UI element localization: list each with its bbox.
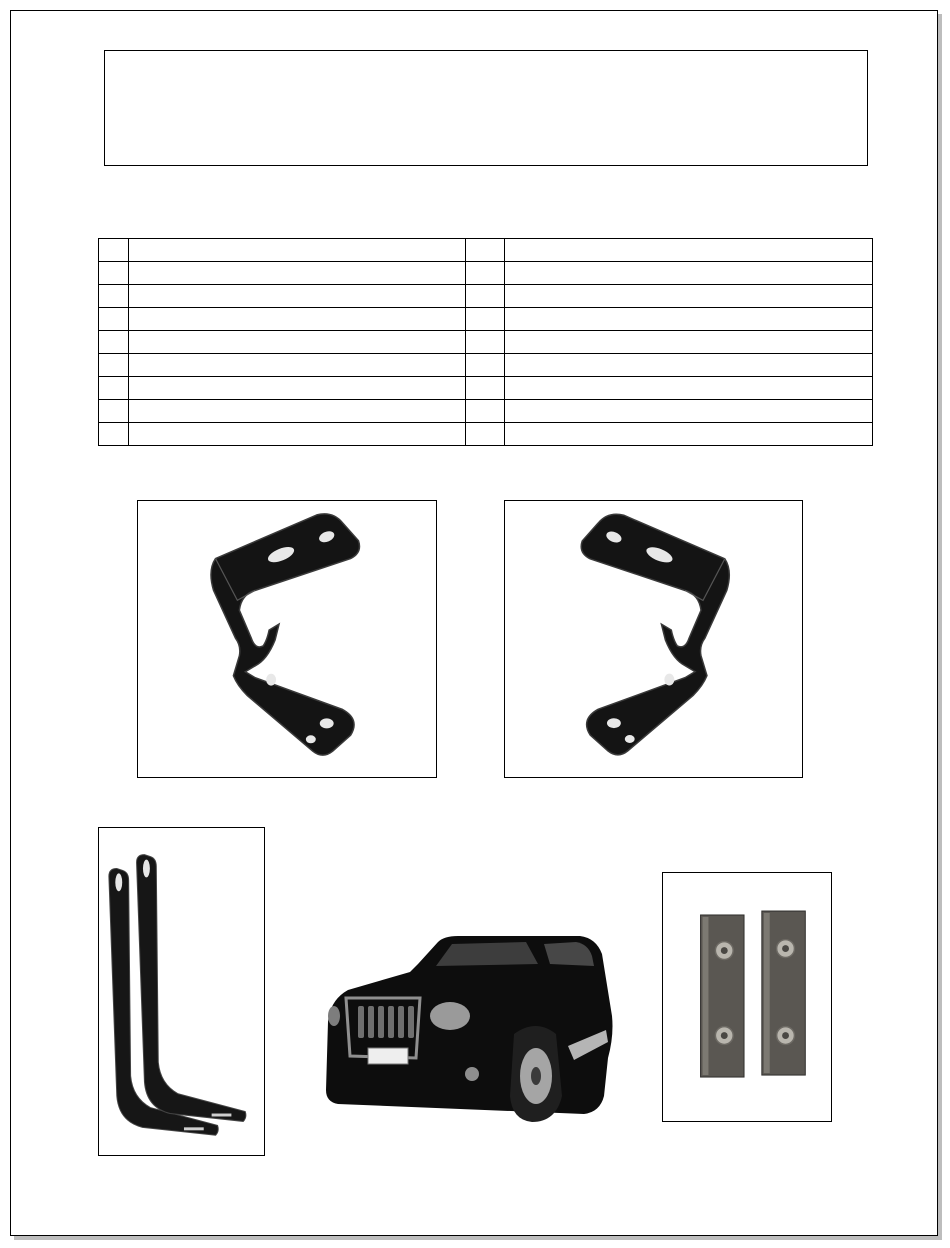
part-number-cell xyxy=(99,262,129,285)
strap-slot xyxy=(115,873,122,891)
part-description-cell xyxy=(129,377,466,400)
strap-slot xyxy=(143,860,150,878)
part-description-cell xyxy=(505,377,873,400)
vehicle-headlight xyxy=(328,1006,340,1026)
vehicle-windshield xyxy=(436,942,538,966)
part-description-cell xyxy=(129,400,466,423)
part-description-cell xyxy=(505,331,873,354)
parts-table-row xyxy=(99,331,873,354)
part-description-cell xyxy=(129,239,466,262)
part-number-cell xyxy=(466,400,505,423)
parts-table-row xyxy=(99,308,873,331)
license-plate xyxy=(368,1048,408,1064)
bracket-hole xyxy=(664,674,674,686)
strap-edge-highlight xyxy=(212,1114,232,1117)
backing-plates-photo xyxy=(662,872,832,1122)
part-description-cell xyxy=(505,400,873,423)
part-description-cell xyxy=(129,308,466,331)
support-straps-photo xyxy=(98,827,265,1156)
support-straps-illustration xyxy=(99,828,264,1155)
part-description-cell xyxy=(505,262,873,285)
left-bracket-illustration xyxy=(138,501,436,777)
part-number-cell xyxy=(99,331,129,354)
right-bracket-illustration xyxy=(505,501,802,777)
part-number-cell xyxy=(99,423,129,446)
part-number-cell xyxy=(466,354,505,377)
title-box xyxy=(104,50,868,166)
left-bracket-photo xyxy=(137,500,437,778)
parts-table-row xyxy=(99,285,873,308)
part-description-cell xyxy=(505,354,873,377)
parts-table-row xyxy=(99,377,873,400)
backing-plate-left xyxy=(701,915,744,1077)
part-number-cell xyxy=(99,239,129,262)
backing-plates-illustration xyxy=(663,873,831,1121)
part-description-cell xyxy=(129,423,466,446)
bracket-hole xyxy=(320,718,334,728)
strap-back xyxy=(137,855,246,1122)
part-number-cell xyxy=(466,308,505,331)
parts-table-row xyxy=(99,423,873,446)
right-bracket-photo xyxy=(504,500,803,778)
part-description-cell xyxy=(129,354,466,377)
vehicle-illustration xyxy=(318,926,618,1136)
part-description-cell xyxy=(129,331,466,354)
part-number-cell xyxy=(99,400,129,423)
bracket-hole xyxy=(266,674,276,686)
fog-light xyxy=(465,1067,479,1081)
backing-plate-right xyxy=(762,911,805,1075)
parts-table-body xyxy=(99,239,873,446)
vehicle-photo xyxy=(318,926,618,1136)
part-number-cell xyxy=(99,354,129,377)
part-number-cell xyxy=(99,308,129,331)
strap-edge-highlight xyxy=(184,1127,204,1130)
parts-table-row xyxy=(99,262,873,285)
bracket-hole xyxy=(306,735,316,743)
part-number-cell xyxy=(466,423,505,446)
parts-table-row xyxy=(99,239,873,262)
part-number-cell xyxy=(466,377,505,400)
parts-table-row xyxy=(99,354,873,377)
vehicle-headlight xyxy=(430,1002,470,1030)
bracket-hole xyxy=(625,735,635,743)
part-description-cell xyxy=(505,423,873,446)
part-description-cell xyxy=(505,285,873,308)
parts-table-row xyxy=(99,400,873,423)
part-description-cell xyxy=(129,285,466,308)
part-description-cell xyxy=(129,262,466,285)
part-description-cell xyxy=(505,239,873,262)
part-number-cell xyxy=(99,377,129,400)
part-number-cell xyxy=(466,285,505,308)
parts-table xyxy=(98,238,873,446)
wheel-hub xyxy=(531,1067,541,1085)
part-number-cell xyxy=(99,285,129,308)
part-number-cell xyxy=(466,262,505,285)
bracket-hole xyxy=(607,718,621,728)
part-number-cell xyxy=(466,331,505,354)
part-number-cell xyxy=(466,239,505,262)
part-description-cell xyxy=(505,308,873,331)
